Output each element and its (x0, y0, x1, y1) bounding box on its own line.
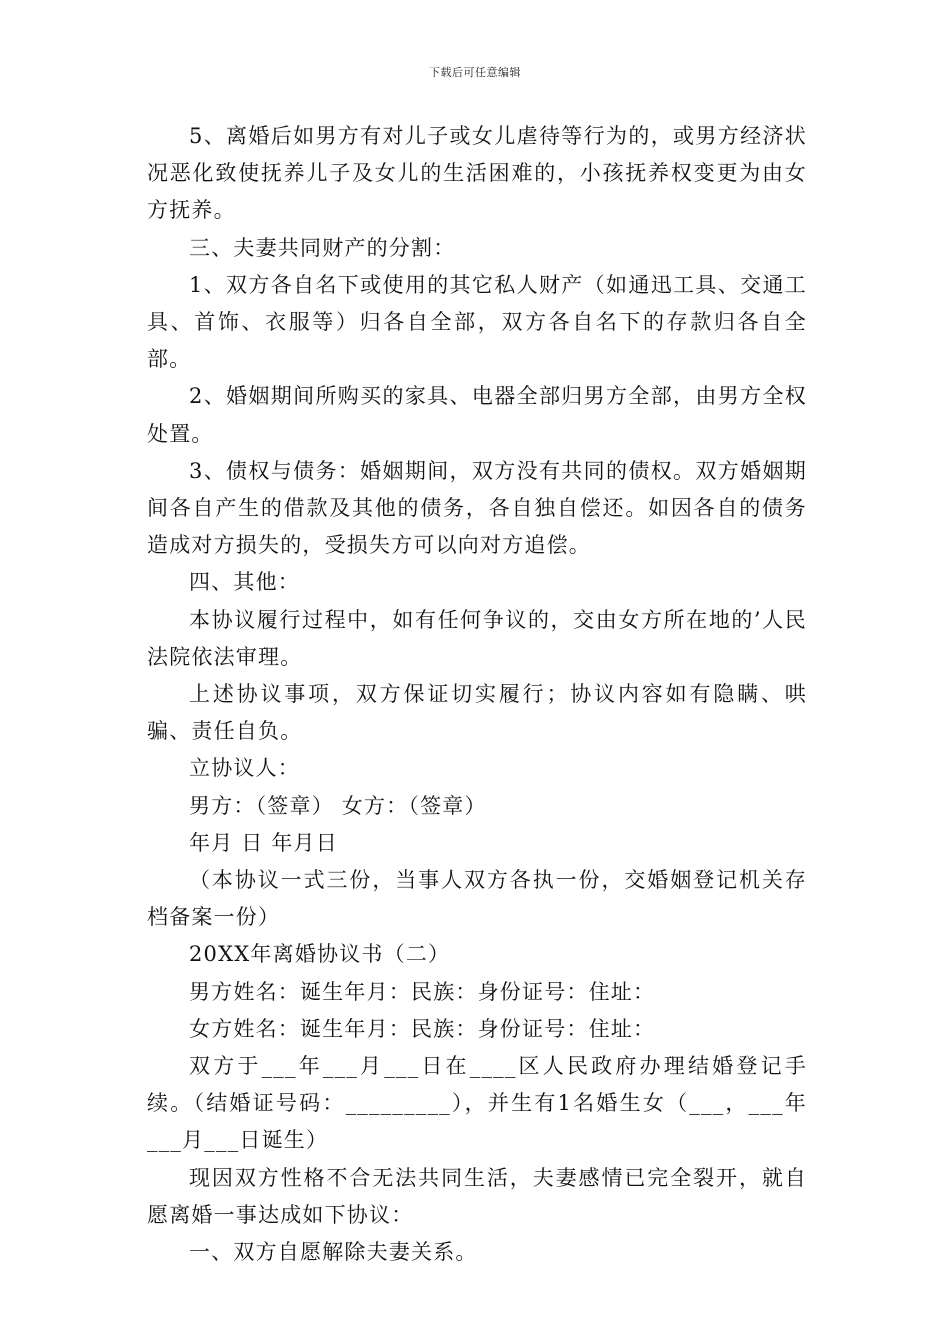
section-heading-dissolve: 一、双方自愿解除夫妻关系。 (189, 1240, 478, 1265)
male-info-line: 男方姓名：诞生年月：民族：身份证号：住址： (189, 979, 656, 1004)
paragraph-guarantee: 上述协议事项，双方保证切实履行；协议内容如有隐瞒、哄骗、责任自负。 (147, 682, 807, 744)
signature-line: 男方：（签章） 女方：（签章） (189, 793, 487, 818)
paragraph-debts: 3、债权与债务：婚姻期间，双方没有共同的债权。双方婚姻期间各自产生的借款及其他的债务，各自独自偿还。如因各自的债务造成对方损失的，受损失方可以向对方追偿。 (147, 458, 807, 558)
document-body (147, 118, 807, 1271)
paragraph-marriage-registration: 双方于___年___月___日在____区人民政府办理结婚登记手续。（结婚证号码：_________），并生有1名婚生女（___，___年___月___日诞生） (147, 1054, 807, 1153)
signatories-label: 立协议人： (189, 756, 300, 781)
paragraph-reason: 现因双方性格不合无法共同生活，夫妻感情已完全裂开，就自愿离婚一事达成如下协议： (147, 1165, 807, 1227)
section-heading-other: 四、其他： (189, 570, 300, 595)
paragraph-furniture: 2、婚姻期间所购买的家具、电器全部归男方全部，由男方全权处置。 (147, 384, 807, 446)
female-info-line: 女方姓名：诞生年月：民族：身份证号：住址： (189, 1016, 656, 1041)
paragraph-copies: （本协议一式三份，当事人双方各执一份，交婚姻登记机关存档备案一份） (147, 868, 807, 930)
section-heading-property: 三、夫妻共同财产的分割： (189, 235, 456, 260)
paragraph-custody-change: 5、离婚后如男方有对儿子或女儿虐待等行为的，或男方经济状况恶化致使抚养儿子及女儿的生活困难的，小孩抚养权变更为由女方抚养。 (147, 124, 807, 223)
page-header: 下载后可任意编辑 (429, 66, 521, 79)
date-line: 年月 日 年月日 (189, 830, 338, 855)
paragraph-private-property: 1、双方各自名下或使用的其它私人财产（如通迅工具、交通工具、首饰、衣服等）归各自全部，双方各自名下的存款归各自全部。 (147, 272, 807, 372)
document-title-two: 20XX年离婚协议书（二） (189, 942, 451, 967)
paragraph-dispute: 本协议履行过程中，如有任何争议的，交由女方所在地的’人民法院依法审理。 (147, 607, 807, 669)
